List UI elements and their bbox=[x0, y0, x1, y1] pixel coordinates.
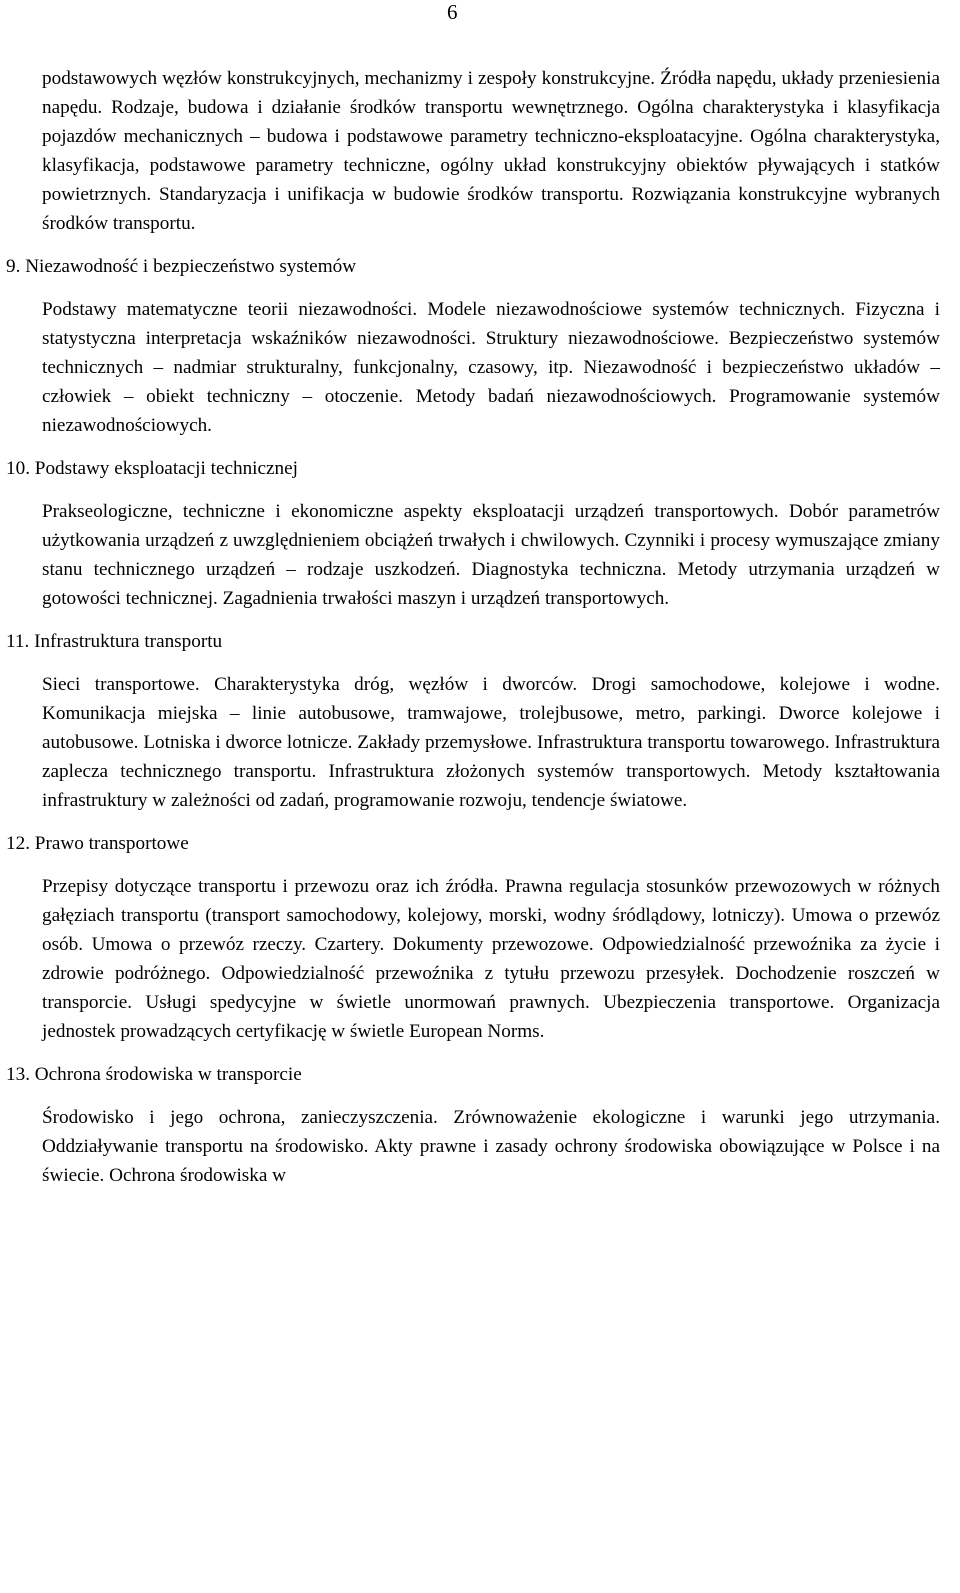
section-13 bbox=[6, 1060, 940, 1190]
section-11 bbox=[6, 627, 940, 815]
section-9 bbox=[6, 252, 940, 440]
section-body: Przepisy dotyczące transportu i przewozu oraz ich źródła. Prawna regulacja stosunków przewozowych w różnych gałęziach transportu (transport samochodowy, kolejowy, morski, wodny śródlądowy, lotniczy). Umowa o przewóz osób. Umowa o przewóz rzeczy. Czartery. Dokumenty przewozowe. Odpowiedzialność przewoźnika za życie i zdrowie podróżnego. Odpowiedzialność przewoźnika z tytułu przewozu przesyłek. Dochodzenie roszczeń w transporcie. Usługi spedycyjne w świetle unormowań prawnych. Ubezpieczenia transportowe. Organizacja jednostek prowadzących certyfikację w świetle European Norms. bbox=[42, 876, 940, 1042]
section-body: Podstawy matematyczne teorii niezawodności. Modele niezawodnościowe systemów technicznych. Fizyczna i statystyczna interpretacja wskaźników niezawodności. Struktury niezawodnościowe. Bezpieczeństwo systemów technicznych – nadmiar strukturalny, funkcjonalny, czasowy, itp. Niezawodność i bezpieczeństwo układów – człowiek – obiekt techniczny – otoczenie. Metody badań niezawodnościowych. Programowanie systemów niezawodnościowych. bbox=[42, 299, 940, 436]
continuation-paragraph: podstawowych węzłów konstrukcyjnych, mechanizmy i zespoły konstrukcyjne. Źródła napędu, układy przeniesienia napędu. Rodzaje, budowa i działanie środków transportu wewnętrznego. Ogólna charakterystyka i klasyfikacja pojazdów mechanicznych – budowa i podstawowe parametry techniczno-eksploatacyjne. Ogólna charakterystyka, klasyfikacja, podstawowe parametry techniczne, ogólny układ konstrukcyjny obiektów pływających i statków powietrznych. Standaryzacja i unifikacja w budowie środków transportu. Rozwiązania konstrukcyjne wybranych środków transportu. bbox=[42, 68, 940, 234]
section-body: Środowisko i jego ochrona, zanieczyszczenia. Zrównoważenie ekologiczne i warunki jego utrzymania. Oddziaływanie transportu na środowisko. Akty prawne i zasady ochrony środowiska obowiązujące w Polsce i na świecie. Ochrona środowiska w bbox=[42, 1107, 940, 1186]
section-10 bbox=[6, 454, 940, 613]
section-heading: 13. Ochrona środowiska w transporcie bbox=[6, 1064, 302, 1085]
section-body: Sieci transportowe. Charakterystyka dróg, węzłów i dworców. Drogi samochodowe, kolejowe i wodne. Komunikacja miejska – linie autobusowe, tramwajowe, trolejbusowe, metro, parkingi. Dworce kolejowe i autobusowe. Lotniska i dworce lotnicze. Zakłady przemysłowe. Infrastruktura transportu towarowego. Infrastruktura zaplecza technicznego transportu. Infrastruktura złożonych systemów transportowych. Metody kształtowania infrastruktury w zależności od zadań, programowanie rozwoju, tendencje światowe. bbox=[42, 674, 940, 811]
page-content bbox=[6, 64, 940, 1190]
section-heading: 9. Niezawodność i bezpieczeństwo systemów bbox=[6, 256, 357, 277]
section-heading: 12. Prawo transportowe bbox=[6, 833, 189, 854]
section-heading: 11. Infrastruktura transportu bbox=[6, 631, 223, 652]
section-heading: 10. Podstawy eksploatacji technicznej bbox=[6, 458, 298, 479]
section-body: Prakseologiczne, techniczne i ekonomiczne aspekty eksploatacji urządzeń transportowych. Dobór parametrów użytkowania urządzeń z uwzględnieniem obciążeń trwałych i chwilowych. Czynniki i procesy wymuszające zmiany stanu technicznego urządzeń – rodzaje uszkodzeń. Diagnostyka techniczna. Metody utrzymania urządzeń w gotowości technicznej. Zagadnienia trwałości maszyn i urządzeń transportowych. bbox=[42, 501, 940, 609]
section-12 bbox=[6, 829, 940, 1046]
page-number: 6 bbox=[447, 0, 458, 24]
